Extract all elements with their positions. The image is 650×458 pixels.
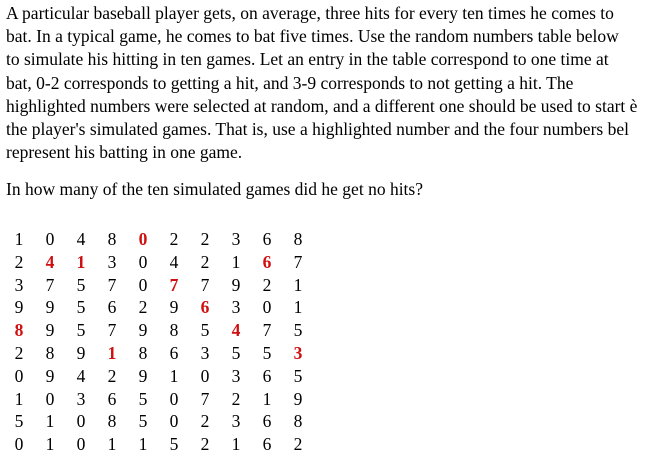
table-digit: 1 (231, 434, 241, 455)
table-row (0, 410, 330, 433)
table-digit: 6 (262, 229, 272, 249)
table-digit: 5 (231, 342, 241, 363)
table-digit: 8 (169, 320, 179, 341)
table-digit: 7 (107, 274, 117, 295)
table-digit: 0 (138, 251, 148, 272)
table-digit: 1 (14, 388, 24, 409)
problem-line: bat. In a typical game, he comes to bat five times. Use the random numbers table below (6, 26, 619, 47)
table-row (0, 342, 330, 365)
table-digit: 0 (138, 274, 148, 295)
table-digit: 0 (45, 229, 55, 249)
table-digit: 3 (231, 365, 241, 386)
table-digit: 0 (14, 434, 24, 455)
table-digit: 6 (262, 365, 272, 386)
highlighted-digit: 7 (169, 274, 179, 295)
table-digit: 8 (293, 411, 303, 432)
table-digit: 1 (231, 251, 241, 272)
table-digit: 9 (76, 342, 86, 363)
table-digit: 5 (76, 297, 86, 318)
table-digit: 8 (107, 229, 117, 249)
table-digit: 3 (107, 251, 117, 272)
table-digit: 1 (293, 274, 303, 295)
table-digit: 9 (169, 297, 179, 318)
table-digit: 0 (200, 365, 210, 386)
table-digit: 7 (293, 251, 303, 272)
table-digit: 1 (169, 365, 179, 386)
table-row (0, 274, 330, 297)
highlighted-digit: 1 (107, 342, 117, 363)
table-digit: 9 (45, 365, 55, 386)
highlighted-digit: 4 (45, 251, 55, 272)
table-digit: 7 (200, 388, 210, 409)
table-row (0, 365, 330, 388)
table-digit: 8 (138, 342, 148, 363)
table-digit: 1 (45, 434, 55, 455)
random-numbers-table (0, 228, 330, 456)
problem-line: the player's simulated games. That is, use a highlighted number and the four numbers bel (6, 118, 629, 139)
highlighted-digit: 4 (231, 320, 241, 341)
table-digit: 1 (138, 434, 148, 455)
table-digit: 3 (231, 297, 241, 318)
table-digit: 6 (169, 342, 179, 363)
table-digit: 1 (45, 411, 55, 432)
table-digit: 8 (45, 342, 55, 363)
table-digit: 8 (107, 411, 117, 432)
table-digit: 5 (200, 320, 210, 341)
table-digit: 1 (293, 297, 303, 318)
table-digit: 0 (45, 388, 55, 409)
table-digit: 5 (262, 342, 272, 363)
table-digit: 4 (76, 365, 86, 386)
table-row (0, 296, 330, 319)
table-digit: 0 (169, 388, 179, 409)
table-digit: 6 (107, 297, 117, 318)
table-digit: 2 (200, 434, 210, 455)
table-digit: 0 (76, 434, 86, 455)
table-digit: 4 (76, 229, 86, 249)
problem-line: represent his batting in one game. (6, 142, 243, 163)
table-digit: 0 (14, 365, 24, 386)
table-digit: 2 (14, 342, 24, 363)
highlighted-digit: 6 (262, 251, 272, 272)
table-digit: 2 (14, 251, 24, 272)
table-digit: 6 (107, 388, 117, 409)
table-digit: 2 (200, 229, 210, 249)
table-digit: 2 (200, 411, 210, 432)
table-digit: 5 (76, 320, 86, 341)
highlighted-digit: 6 (200, 297, 210, 318)
table-digit: 3 (200, 342, 210, 363)
problem-line: A particular baseball player gets, on average, three hits for every ten times he comes to (6, 3, 614, 23)
table-digit: 5 (14, 411, 24, 432)
table-digit: 8 (293, 229, 303, 249)
highlighted-digit: 1 (76, 251, 86, 272)
problem-line: to simulate his hitting in ten games. Let an entry in the table correspond to one time at (6, 49, 609, 70)
problem-statement (6, 2, 650, 164)
highlighted-digit: 0 (138, 229, 148, 249)
table-row (0, 433, 330, 456)
table-digit: 9 (231, 274, 241, 295)
problem-line: bat, 0-2 corresponds to getting a hit, and 3-9 corresponds to not getting a hit. The (6, 72, 574, 93)
table-digit: 4 (169, 251, 179, 272)
table-digit: 5 (293, 365, 303, 386)
table-digit: 7 (262, 320, 272, 341)
table-digit: 9 (138, 320, 148, 341)
table-digit: 2 (138, 297, 148, 318)
highlighted-digit: 3 (293, 342, 303, 363)
table-digit: 1 (262, 388, 272, 409)
table-digit: 2 (293, 434, 303, 455)
table-digit: 0 (76, 411, 86, 432)
table-digit: 2 (262, 274, 272, 295)
table-digit: 5 (76, 274, 86, 295)
table-digit: 0 (262, 297, 272, 318)
table-digit: 6 (262, 434, 272, 455)
table-digit: 6 (262, 411, 272, 432)
table-digit: 3 (76, 388, 86, 409)
table-row (0, 228, 330, 251)
table-digit: 9 (14, 297, 24, 318)
table-digit: 2 (169, 229, 179, 249)
table-digit: 3 (231, 229, 241, 249)
table-row (0, 319, 330, 342)
table-digit: 2 (107, 365, 117, 386)
table-digit: 9 (45, 320, 55, 341)
table-digit: 2 (200, 251, 210, 272)
table-digit: 1 (107, 434, 117, 455)
question-text: In how many of the ten simulated games did he get no hits? (6, 179, 423, 199)
table-digit: 2 (231, 388, 241, 409)
table-digit: 7 (200, 274, 210, 295)
table-digit: 5 (138, 411, 148, 432)
table-digit: 9 (138, 365, 148, 386)
table-digit: 5 (293, 320, 303, 341)
table-digit: 5 (138, 388, 148, 409)
table-digit: 7 (107, 320, 117, 341)
table-row (0, 251, 330, 274)
table-digit: 9 (45, 297, 55, 318)
table-digit: 3 (231, 411, 241, 432)
problem-line: highlighted numbers were selected at random, and a different one should be used to start è (6, 95, 638, 116)
table-digit: 9 (293, 388, 303, 409)
table-digit: 0 (169, 411, 179, 432)
table-digit: 1 (14, 229, 24, 249)
table-digit: 7 (45, 274, 55, 295)
highlighted-digit: 8 (14, 320, 24, 341)
table-digit: 5 (169, 434, 179, 455)
table-digit: 3 (14, 274, 24, 295)
table-row (0, 388, 330, 411)
